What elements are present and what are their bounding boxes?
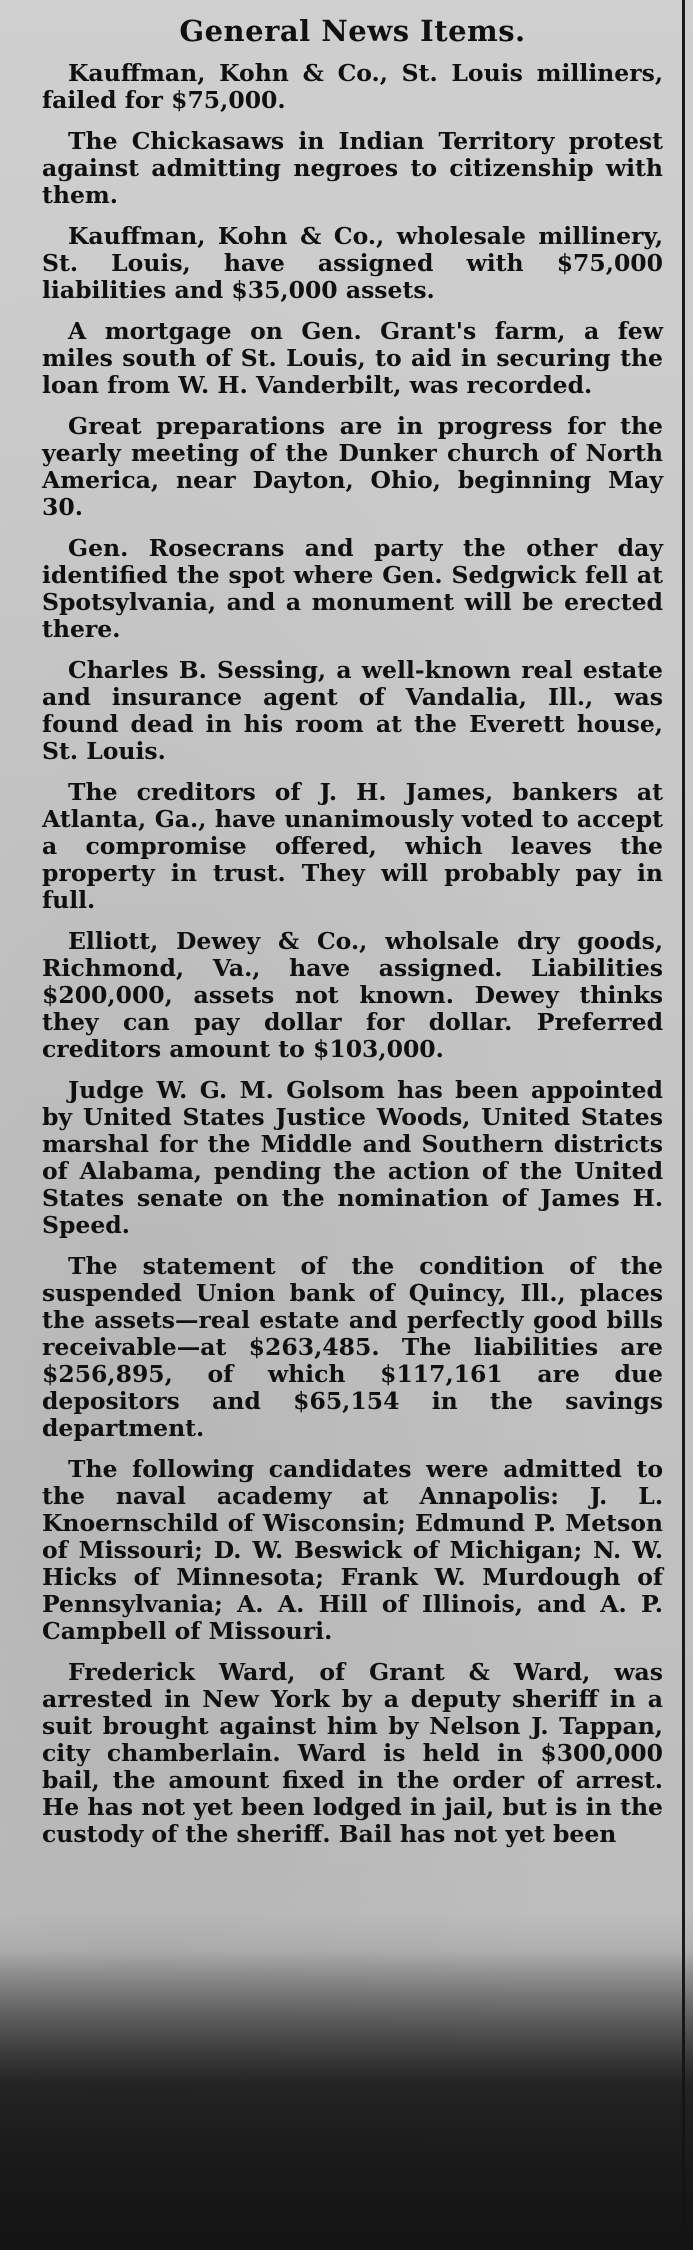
damaged-area-overlay <box>0 1950 693 2250</box>
news-item: The Chickasaws in Indian Territory protest against admitting negroes to citizenship with them. <box>42 127 663 209</box>
news-item: Great preparations are in progress for the yearly meeting of the Dunker church of North America, near Dayton, Ohio, beginning May 30. <box>42 412 663 521</box>
news-item: Charles B. Sessing, a well-known real estate and insurance agent of Vandalia, Ill., was found dead in his room at the Everett house, St. Louis. <box>42 656 663 765</box>
news-item: Judge W. G. M. Golsom has been appointed by United States Justice Woods, United States marshal for the Middle and Southern districts of Alabama, pending the action of the United States senate on the nomination of James H. Speed. <box>42 1076 663 1239</box>
news-item: Kauffman, Kohn & Co., St. Louis milliners, failed for $75,000. <box>42 59 663 114</box>
news-item: Elliott, Dewey & Co., wholsale dry goods, Richmond, Va., have assigned. Liabilities $200,000, assets not known. Dewey thinks they can pay dollar for dollar. Preferred creditors amount to $103,000. <box>42 927 663 1063</box>
news-item: Kauffman, Kohn & Co., wholesale millinery, St. Louis, have assigned with $75,000 liabilities and $35,000 assets. <box>42 222 663 304</box>
news-item: The following candidates were admitted to the naval academy at Annapolis: J. L. Knoernschild of Wisconsin; Edmund P. Metson of Missouri; D. W. Beswick of Michigan; N. W. Hicks of Minnesota; Frank W. Murdough of Pennsylvania; A. A. Hill of Illinois, and A. P. Campbell of Missouri. <box>42 1455 663 1645</box>
news-item: The creditors of J. H. James, bankers at Atlanta, Ga., have unanimously voted to accept a compromise offered, which leaves the property in trust. They will probably pay in full. <box>42 778 663 914</box>
news-item: A mortgage on Gen. Grant's farm, a few miles south of St. Louis, to aid in securing the loan from W. H. Vanderbilt, was recorded. <box>42 317 663 399</box>
column-rule <box>682 0 685 2250</box>
news-item: Gen. Rosecrans and party the other day identified the spot where Gen. Sedgwick fell at Spotsylvania, and a monument will be erected there. <box>42 534 663 643</box>
news-item: The statement of the condition of the suspended Union bank of Quincy, Ill., places the assets—real estate and perfectly good bills receivable—at $263,485. The liabilities are $256,895, of which $117,161 are due depositors and $65,154 in the savings department. <box>42 1252 663 1442</box>
headline: General News Items. <box>179 14 526 48</box>
news-items <box>42 60 663 1848</box>
news-item: Frederick Ward, of Grant & Ward, was arrested in New York by a deputy sheriff in a suit brought against him by Nelson J. Tappan, city chamberlain. Ward is held in $300,000 bail, the amount fixed in the order of arrest. He has not yet been lodged in jail, but is in the custody of the sheriff. Bail has not yet been <box>42 1658 663 1848</box>
